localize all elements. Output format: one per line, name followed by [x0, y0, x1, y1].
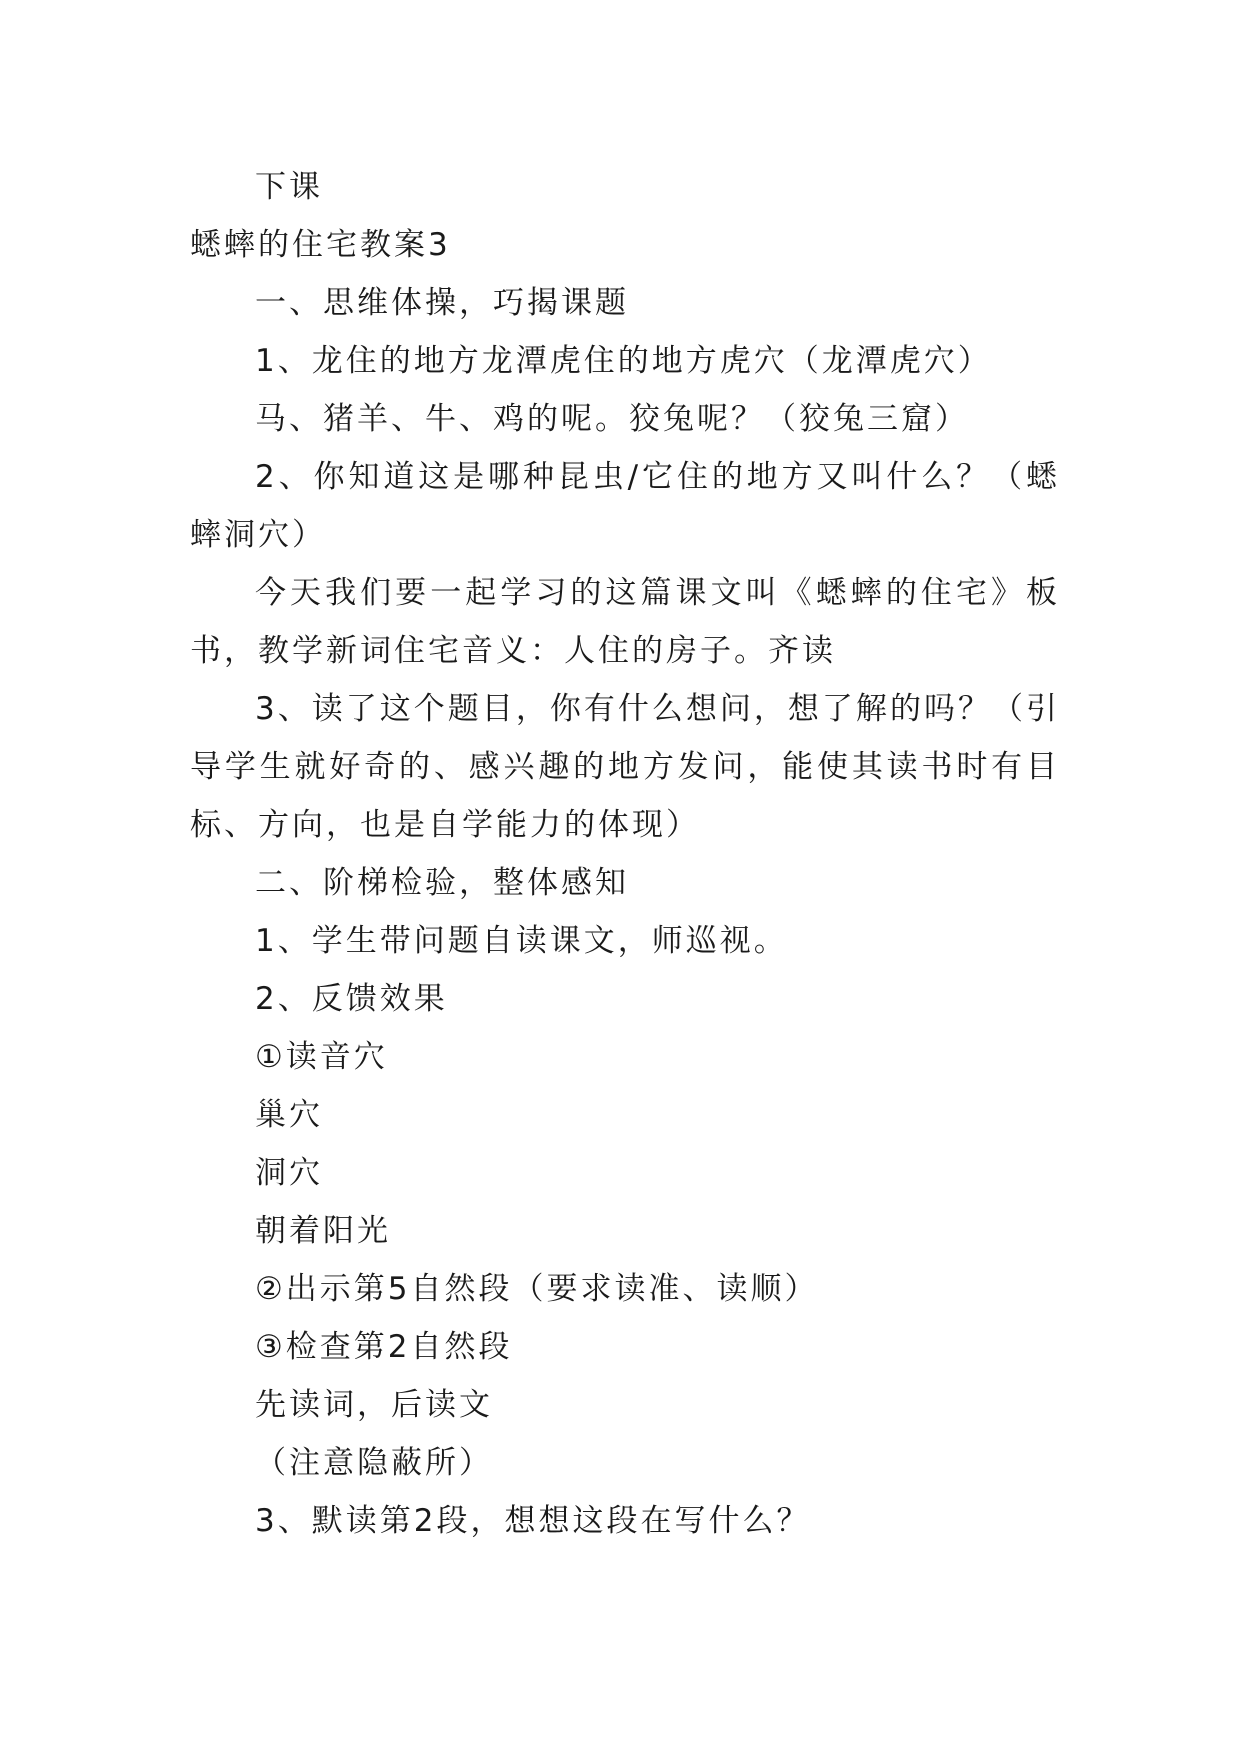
text-line: ②出示第5自然段（要求读准、读顺）	[255, 1271, 819, 1307]
paragraph: 今天我们要一起学习的这篇课文叫《蟋蟀的住宅》板书，教学新词住宅音义：人住的房子。齐读	[190, 575, 1060, 669]
paragraph: 3、读了这个题目，你有什么想问，想了解的吗？（引导学生就好奇的、感兴趣的地方发问，能使其读书时有目标、方向，也是自学能力的体现）	[190, 691, 1060, 843]
text-line: 一、思维体操，巧揭课题	[255, 285, 629, 321]
text-line: ③检查第2自然段	[255, 1329, 513, 1365]
text-line: 下课	[255, 169, 323, 205]
text-line: 巢穴	[255, 1097, 323, 1133]
text-line: 先读词，后读文	[255, 1387, 493, 1423]
text-line: 1、龙住的地方龙潭虎住的地方虎穴（龙潭虎穴）	[255, 343, 992, 379]
text-line: 马、猪羊、牛、鸡的呢。狡兔呢？（狡兔三窟）	[255, 401, 969, 437]
text-line: 洞穴	[255, 1155, 323, 1191]
paragraph: 2、你知道这是哪种昆虫/它住的地方又叫什么？（蟋蟀洞穴）	[190, 459, 1060, 553]
text-line: 3、默读第2段，想想这段在写什么？	[255, 1503, 811, 1539]
section-heading: 蟋蟀的住宅教案3	[190, 227, 451, 263]
text-line: 1、学生带问题自读课文，师巡视。	[255, 923, 788, 959]
text-line: 朝着阳光	[255, 1213, 391, 1249]
document-body	[190, 158, 1060, 1550]
text-line: （注意隐蔽所）	[255, 1445, 493, 1481]
text-line: 二、阶梯检验，整体感知	[255, 865, 629, 901]
text-line: ①读音穴	[255, 1039, 388, 1075]
text-line: 2、反馈效果	[255, 981, 448, 1017]
